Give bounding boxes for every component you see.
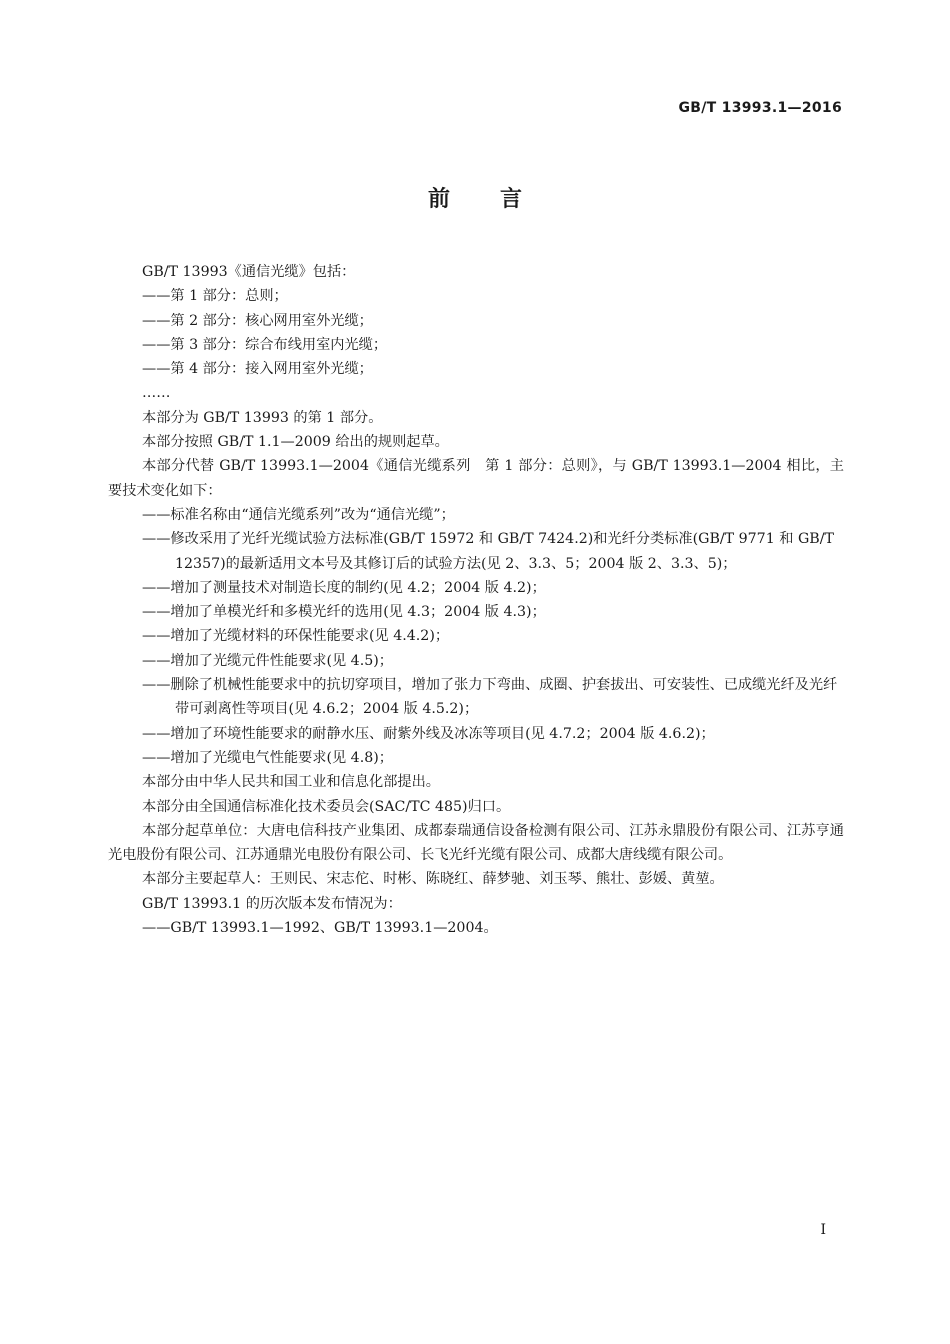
foreword-body [108, 260, 844, 940]
list-item: ——删除了机械性能要求中的抗切穿项目，增加了张力下弯曲、成圈、护套拔出、可安装性、已成缆光纤及光纤带可剥离性等项目(见 4.6.2；2004 版 4.5.2)； [142, 677, 838, 718]
paragraph: 本部分起草单位：大唐电信科技产业集团、成都泰瑞通信设备检测有限公司、江苏永鼎股份有限公司、江苏亨通光电股份有限公司、江苏通鼎光电股份有限公司、长飞光纤光缆有限公司、成都大唐线缆有限公司。 [108, 822, 844, 864]
paragraph: GB/T 13993.1 的历次版本发布情况为： [142, 895, 402, 912]
list-item: ——增加了光缆元件性能要求(见 4.5)； [142, 652, 393, 669]
page-title: 前言 [427, 187, 572, 212]
list-item: ——第 4 部分：接入网用室外光缆； [142, 361, 373, 378]
list-item-ellipsis: …… [142, 385, 171, 402]
paragraph: GB/T 13993《通信光缆》包括： [142, 264, 356, 280]
standard-code-header: GB/T 13993.1—2016 [678, 100, 842, 116]
list-item: ——第 2 部分：核心网用室外光缆； [142, 312, 373, 329]
paragraph: 本部分代替 GB/T 13993.1—2004《通信光缆系列 第 1 部分：总则》，与 GB/T 13993.1—2004 相比，主要技术变化如下： [108, 458, 844, 499]
page-number: I [820, 1222, 826, 1238]
paragraph: 本部分为 GB/T 13993 的第 1 部分。 [142, 409, 383, 426]
list-item: ——标准名称由“通信光缆系列”改为“通信光缆”； [142, 506, 455, 523]
list-item: ——第 3 部分：综合布线用室内光缆； [142, 336, 388, 353]
paragraph: 本部分按照 GB/T 1.1—2009 给出的规则起草。 [142, 434, 449, 451]
list-item: ——增加了单模光纤和多模光纤的选用(见 4.3；2004 版 4.3)； [142, 604, 546, 621]
list-item: ——增加了测量技术对制造长度的制约(见 4.2；2004 版 4.2)； [142, 579, 546, 596]
list-item: ——增加了光缆电气性能要求(见 4.8)； [142, 749, 393, 766]
list-item: ——增加了环境性能要求的耐静水压、耐紫外线及冰冻等项目(见 4.7.2；2004 版 4.6.2)； [142, 725, 715, 742]
list-item: ——GB/T 13993.1—1992、GB/T 13993.1—2004。 [142, 920, 498, 937]
list-item: ——第 1 部分：总则； [142, 288, 288, 305]
list-item: ——修改采用了光纤光缆试验方法标准(GB/T 15972 和 GB/T 7424.2)和光纤分类标准(GB/T 9771 和 GB/T 12357)的最新适用文本号及其修订后的试验方法(见 2、3.3、5；2004 版 2、3.3、5)； [142, 531, 834, 572]
paragraph: 本部分由全国通信标准化技术委员会(SAC/TC 485)归口。 [142, 798, 511, 815]
list-item: ——增加了光缆材料的环保性能要求(见 4.4.2)； [142, 628, 450, 645]
paragraph: 本部分由中华人民共和国工业和信息化部提出。 [142, 774, 440, 791]
paragraph: 本部分主要起草人：王则民、宋志佗、时彬、陈晓红、薛梦驰、刘玉琴、熊壮、彭媛、黄堃。 [142, 871, 724, 888]
